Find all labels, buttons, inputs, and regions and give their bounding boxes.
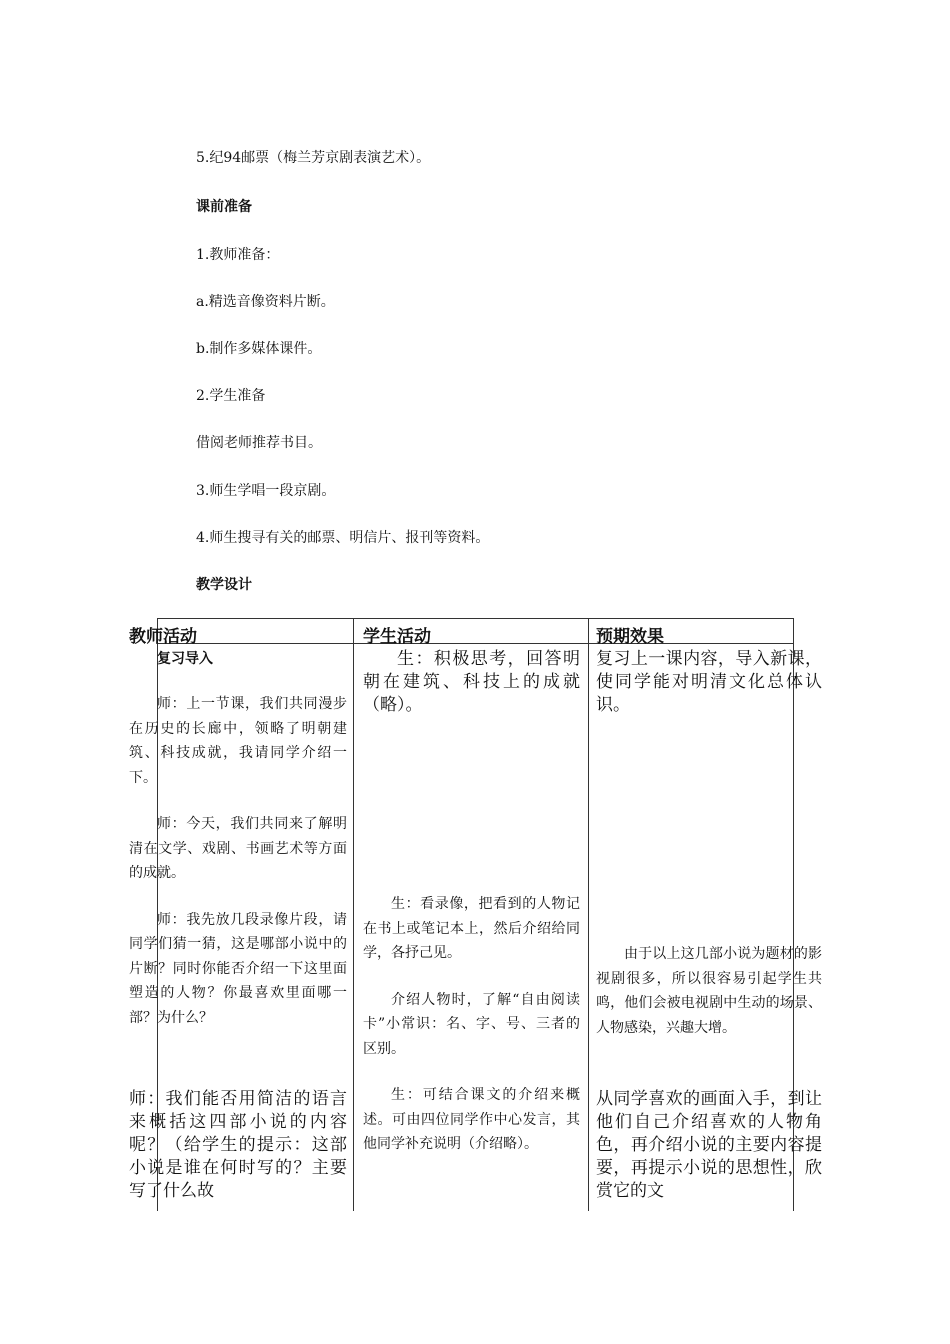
- effect-cell-3: [596, 1088, 822, 1203]
- student-activity-cell-2: [363, 892, 580, 1157]
- effect-cell-2: [596, 942, 822, 1040]
- column-divider-2: [588, 618, 589, 1211]
- effect-para-2: 由于以上这几部小说为题材的影视剧很多，所以很容易引起学生共鸣，他们会被电视剧中生动的场景、人物感染，兴趣大增。: [596, 946, 822, 1036]
- header-teacher-activity: 教师活动: [129, 627, 197, 647]
- teacher-para-1: 师：上一节课，我们共同漫步在历史的长廊中，领略了明朝建筑、科技成就，我请同学介绍一下。: [129, 696, 347, 786]
- teacher-para-2: 师：今天，我们共同来了解明清在文学、戏剧、书画艺术等方面的成就。: [129, 816, 347, 881]
- student-para-2: 生：看录像，把看到的人物记在书上或笔记本上，然后介绍给同学，各抒己见。: [363, 896, 580, 961]
- prep-item-b: b.制作多媒体课件。: [196, 341, 322, 357]
- effect-para-3: 从同学喜欢的画面入手，到让他们自己介绍喜欢的人物角色，再介绍小说的主要内容提要，再提示小说的思想性，欣赏它的文: [596, 1089, 822, 1201]
- teacher-para-4-cell: [129, 1088, 347, 1203]
- design-heading: 教学设计: [196, 577, 252, 593]
- header-expected-effect: 预期效果: [596, 627, 664, 647]
- stamp-item: 5.纪94邮票（梅兰芳京剧表演艺术）。: [196, 150, 431, 166]
- teacher-para-4: 师：我们能否用简洁的语言来概括这四部小说的内容呢？（给学生的提示：这部小说是谁在何时写的？主要写了什么故: [129, 1089, 347, 1201]
- effect-para-1: 复习上一课内容，导入新课，使同学能对明清文化总体认识。: [596, 649, 822, 715]
- sing-opera: 3.师生学唱一段京剧。: [196, 483, 336, 499]
- teacher-para-3: 师：我先放几段录像片段，请同学们猜一猜，这是哪部小说中的片断？同时你能否介绍一下这里面塑造的人物？你最喜欢里面哪一部？为什么？: [129, 911, 347, 1026]
- search-materials: 4.师生搜寻有关的邮票、明信片、报刊等资料。: [196, 530, 490, 546]
- prep-heading: 课前准备: [196, 199, 252, 215]
- column-divider-1: [353, 618, 354, 1211]
- borrow-books: 借阅老师推荐书目。: [196, 435, 322, 451]
- header-student-activity: 学生活动: [363, 627, 431, 647]
- teacher-activity-cell: [129, 648, 347, 1030]
- effect-cell-1: [596, 648, 822, 717]
- student-para-4: 生：可结合课文的介绍来概述。可由四位同学作中心发言，其他同学补充说明（介绍略）。: [363, 1087, 580, 1152]
- student-activity-cell-1: [363, 648, 580, 717]
- student-para-1: 生：积极思考，回答明朝在建筑、科技上的成就（略）。: [363, 649, 580, 715]
- teacher-prep: 1.教师准备：: [196, 247, 280, 263]
- student-prep: 2.学生准备: [196, 388, 266, 404]
- header-bottom-border: [157, 643, 793, 644]
- student-para-3: 介绍人物时，了解“自由阅读卡”小常识：名、字、号、三者的区别。: [363, 991, 580, 1057]
- prep-item-a: a.精选音像资料片断。: [196, 294, 335, 310]
- table-top-border: [157, 618, 793, 619]
- section-review-intro: 复习导入: [157, 651, 213, 667]
